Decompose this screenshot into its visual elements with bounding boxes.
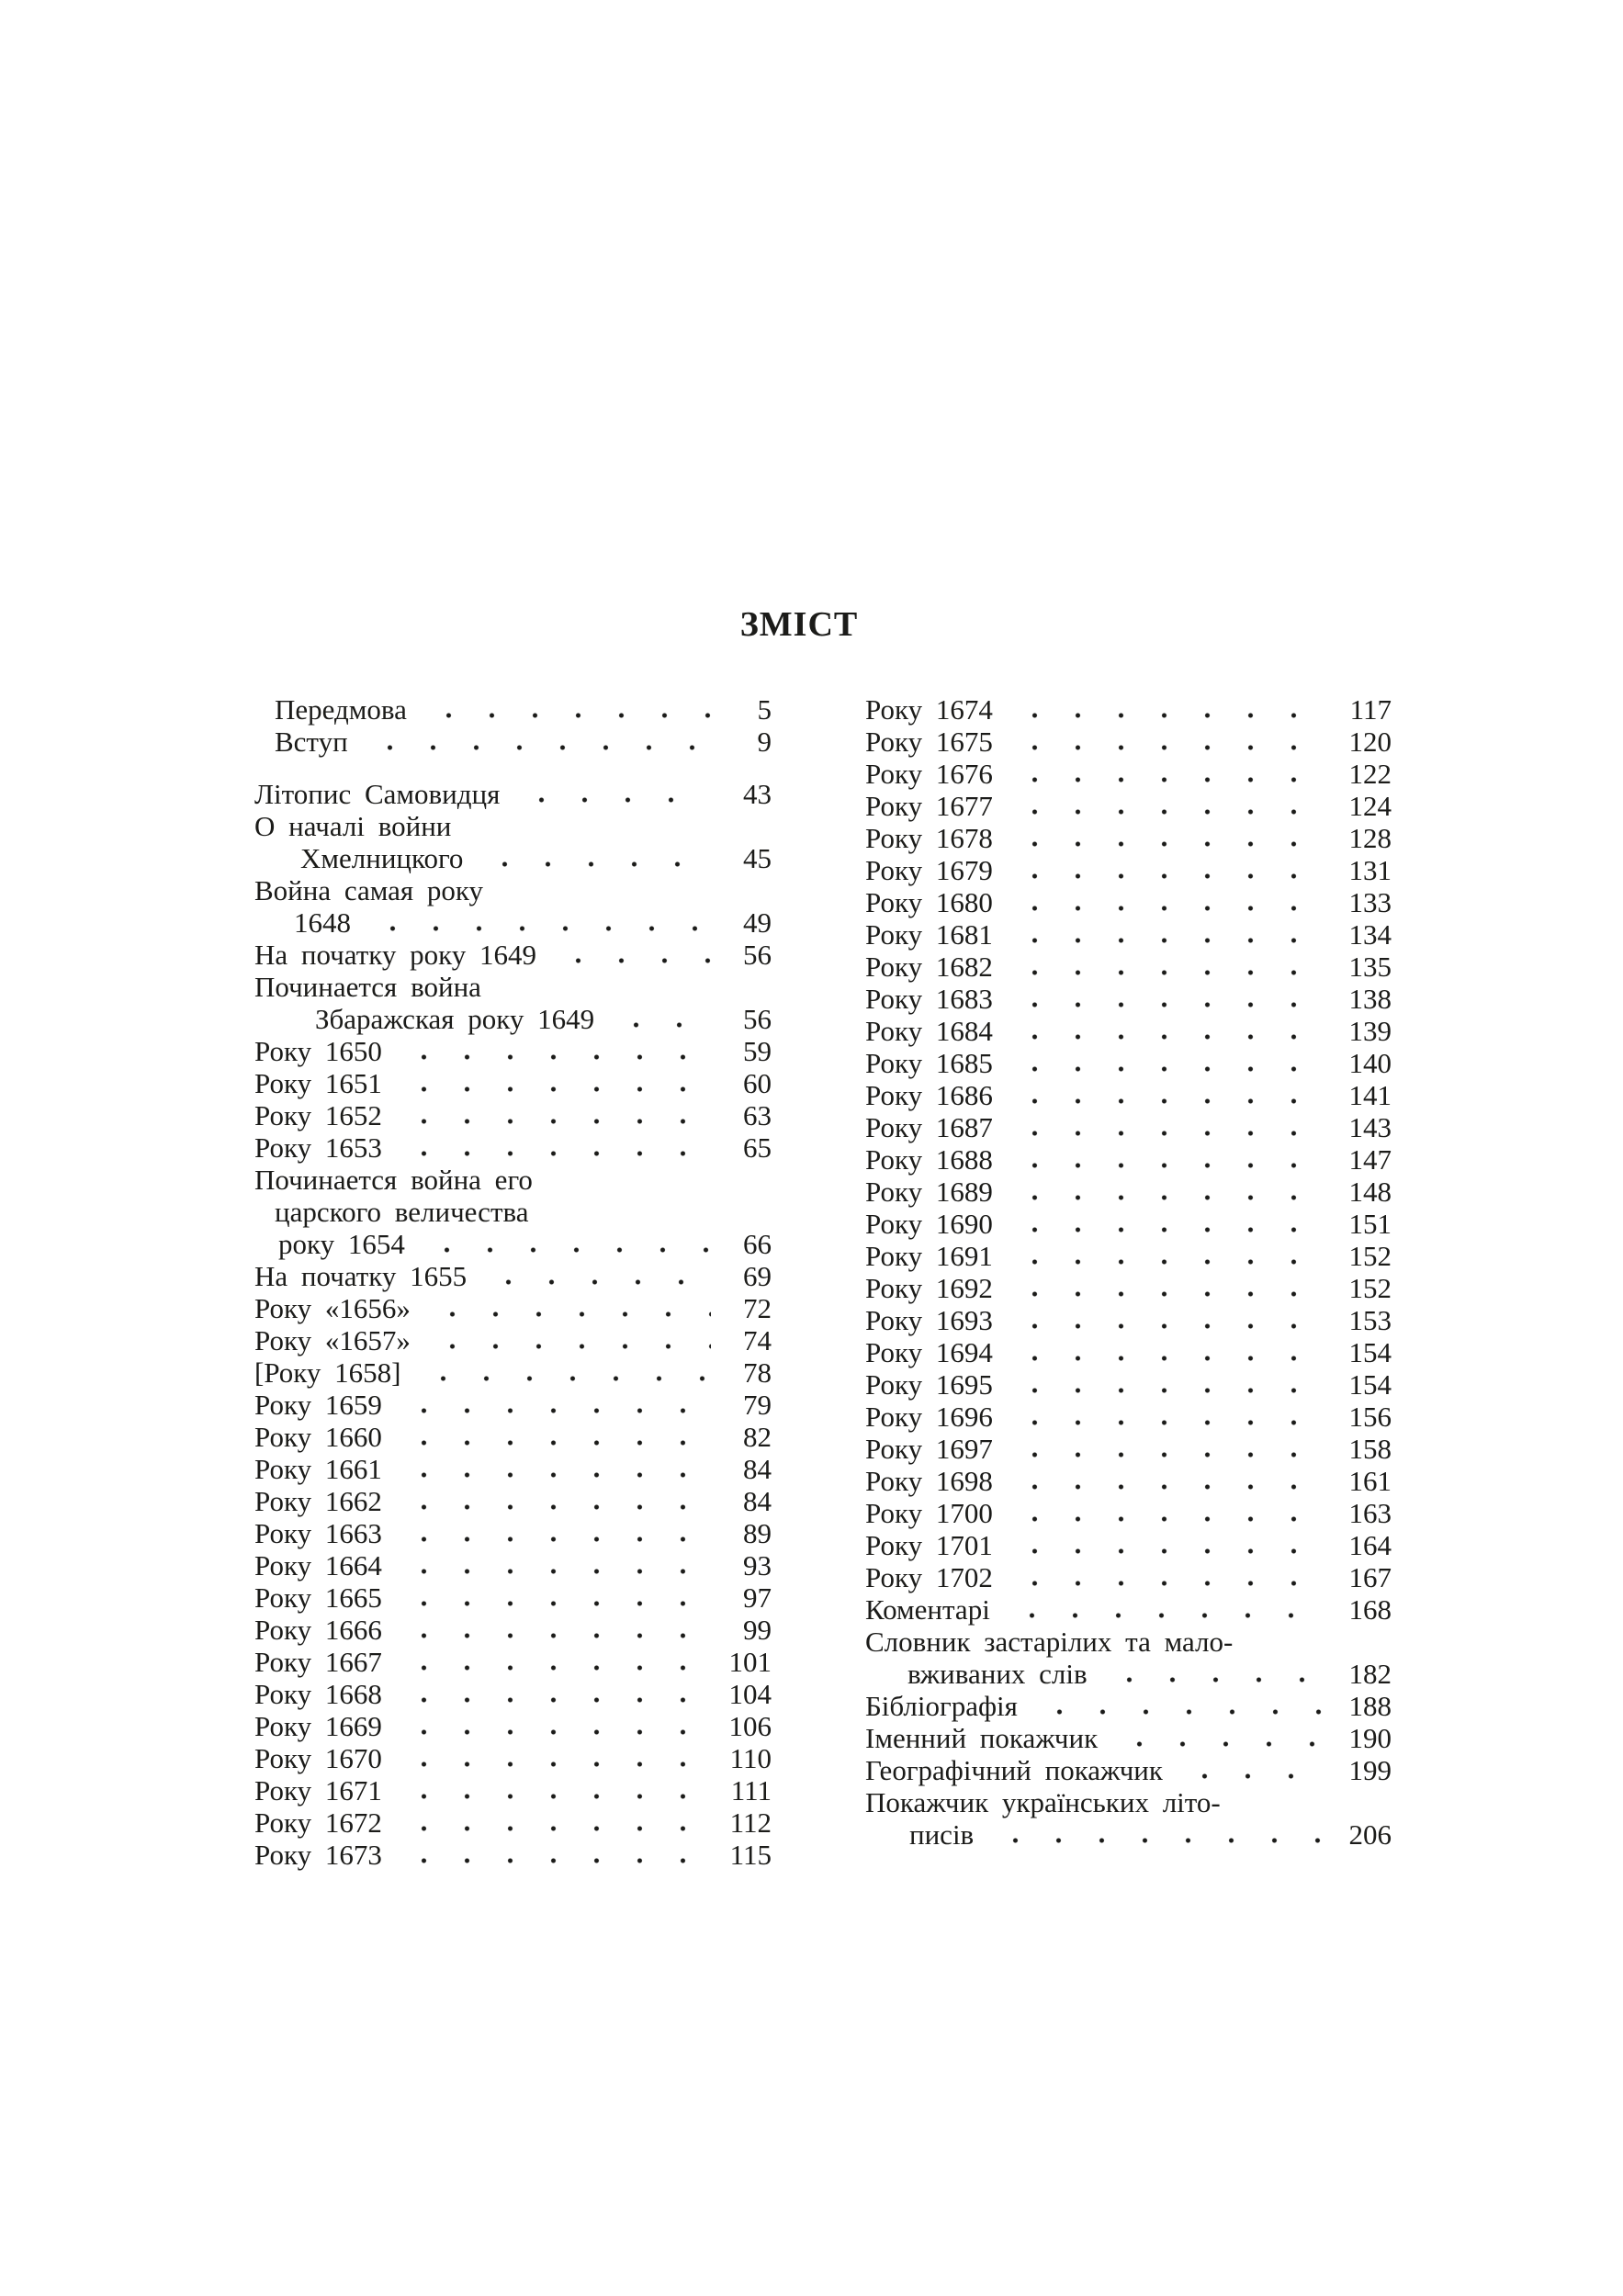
toc-entry [865,1818,1392,1851]
toc-entry [254,1421,772,1453]
entry-text: Року 1688 [865,1143,993,1176]
page-number: 84 [743,1485,772,1517]
toc-entry [865,1336,1392,1368]
toc-entry [865,1208,1392,1240]
dot-leader [988,1818,1331,1851]
entry-text: На початку року 1649 [254,939,537,971]
entry-text: Коментарі [865,1593,990,1626]
entry-text: року 1654 [278,1228,405,1260]
dot-leader [397,1517,711,1549]
toc-entry [254,1710,772,1742]
toc-entry [865,1529,1392,1561]
toc-entry [254,1131,772,1164]
toc-entry [254,1324,772,1356]
dot-leader [397,1806,711,1839]
entry-text: Року 1680 [865,886,993,918]
toc-entry [865,693,1392,726]
entry-text: Року 1659 [254,1389,382,1421]
entry-text: Починается война [254,971,481,1003]
toc-entry [865,1433,1392,1465]
entry-text: Року 1674 [865,693,993,726]
page-number: 133 [1348,886,1392,918]
entry-text: Року 1702 [865,1561,993,1593]
toc-entry [254,693,772,726]
toc-entry [254,906,772,939]
dot-leader [1008,1208,1331,1240]
toc-entry [865,1240,1392,1272]
toc-entry [865,790,1392,822]
page-number: 154 [1348,1336,1392,1368]
page-number: 148 [1348,1176,1392,1208]
entry-text: Року 1689 [865,1176,993,1208]
page-number: 5 [757,693,772,726]
entry-text: Року 1687 [865,1111,993,1143]
dot-leader [1112,1722,1331,1754]
page-number: 199 [1348,1754,1392,1786]
toc-entry [254,939,772,971]
page-number: 147 [1348,1143,1392,1176]
page-number: 117 [1349,693,1392,726]
dot-leader [478,842,711,874]
toc-entry [254,1581,772,1614]
dot-leader [1008,854,1331,886]
entry-text: Року 1700 [865,1497,993,1529]
dot-leader [481,1260,711,1292]
toc-entry [865,1304,1392,1336]
toc-entry [865,1143,1392,1176]
page-number: 153 [1348,1304,1392,1336]
toc-entry [865,1593,1392,1626]
dot-leader [1008,1143,1331,1176]
page-number: 112 [729,1806,772,1839]
dot-leader [397,1099,711,1131]
entry-text: Літопис Самовидця [254,778,501,810]
entry-text: Року 1686 [865,1079,993,1111]
page-number: 45 [743,842,772,874]
dot-leader [1008,918,1331,951]
dot-leader [514,778,711,810]
dot-leader [1008,1111,1331,1143]
dot-leader [397,1035,711,1067]
dot-leader [397,1453,711,1485]
dot-leader [1008,693,1331,726]
toc-entry [865,918,1392,951]
dot-leader [366,906,711,939]
toc-entry [254,1678,772,1710]
toc-entry [865,1272,1392,1304]
toc-entry [254,1646,772,1678]
entry-text: Року 1684 [865,1015,993,1047]
entry-text: Року 1663 [254,1517,382,1549]
entry-text: царского величества [275,1196,529,1228]
dot-leader [1008,822,1331,854]
toc-entry [865,1561,1392,1593]
page-number: 89 [743,1517,772,1549]
dot-leader [1008,726,1331,758]
dot-leader [1008,1015,1331,1047]
entry-text: [Року 1658] [254,1356,401,1389]
dot-leader [1008,1079,1331,1111]
toc-entry [254,810,772,842]
toc-entry [865,822,1392,854]
entry-text: Року 1651 [254,1067,382,1099]
dot-leader [1178,1754,1331,1786]
toc-entry [254,1839,772,1871]
entry-text: Року 1697 [865,1433,993,1465]
toc-entry [865,1754,1392,1786]
entry-text: Передмова [275,693,407,726]
page-number: 49 [743,906,772,939]
entry-text: О началі войни [254,810,452,842]
dot-leader [1102,1658,1331,1690]
toc-entry [254,842,772,874]
toc-entry [865,1626,1392,1658]
entry-text: Хмелницкого [300,842,464,874]
page-number: 56 [743,939,772,971]
dot-leader [1005,1593,1331,1626]
page-number: 120 [1348,726,1392,758]
dot-leader [363,726,711,758]
page-number: 99 [743,1614,772,1646]
page-number: 139 [1348,1015,1392,1047]
toc-entry [865,1465,1392,1497]
page-number: 78 [743,1356,772,1389]
toc-entry [254,1742,772,1774]
page-number: 143 [1348,1111,1392,1143]
entry-text: Року 1695 [865,1368,993,1401]
toc-entry [254,1067,772,1099]
entry-text: Збаражская року 1649 [315,1003,595,1035]
toc-entry [865,1786,1392,1818]
entry-text: Року 1693 [865,1304,993,1336]
entry-text: Року 1665 [254,1581,382,1614]
entry-text: Року 1691 [865,1240,993,1272]
dot-leader [1008,1047,1331,1079]
page-number: 158 [1348,1433,1392,1465]
toc-entry [254,778,772,810]
page-number: 56 [743,1003,772,1035]
dot-leader [397,1839,711,1871]
dot-leader [397,1131,711,1164]
toc-entry [865,854,1392,886]
entry-text: Року 1669 [254,1710,382,1742]
dot-leader [397,1710,711,1742]
dot-leader [397,1581,711,1614]
toc-entry [254,1485,772,1517]
entry-text: Покажчик українських літо- [865,1786,1221,1818]
entry-text: Война самая року [254,874,484,906]
entry-text: Року 1690 [865,1208,993,1240]
page-number: 97 [743,1581,772,1614]
page-number: 138 [1348,983,1392,1015]
entry-text: На початку 1655 [254,1260,468,1292]
entry-text: Року 1682 [865,951,993,983]
entry-text: Року 1673 [254,1839,382,1871]
dot-leader [551,939,711,971]
page-number: 161 [1348,1465,1392,1497]
page-number: 111 [730,1774,772,1806]
toc-entry [865,1722,1392,1754]
entry-text: Року 1678 [865,822,993,854]
page-number: 84 [743,1453,772,1485]
toc-entry [865,983,1392,1015]
dot-leader [1008,1336,1331,1368]
page-number: 182 [1348,1658,1392,1690]
dot-leader [1008,1561,1331,1593]
dot-leader [397,1774,711,1806]
toc-entry [865,758,1392,790]
page-number: 190 [1348,1722,1392,1754]
entry-text: Року 1694 [865,1336,993,1368]
dot-leader [1008,1272,1331,1304]
page-number: 43 [743,778,772,810]
toc-entry [865,1368,1392,1401]
toc-entry [254,1453,772,1485]
dot-leader [1008,1433,1331,1465]
dot-leader [1008,1368,1331,1401]
page-number: 72 [743,1292,772,1324]
entry-text: Вступ [275,726,348,758]
toc-entry [865,726,1392,758]
dot-leader [1008,1497,1331,1529]
page-number: 65 [743,1131,772,1164]
entry-text: Року 1664 [254,1549,382,1581]
dot-leader [397,1742,711,1774]
dot-leader [1008,758,1331,790]
page-number: 124 [1348,790,1392,822]
page-number: 79 [743,1389,772,1421]
toc-entry [254,1614,772,1646]
page-number: 134 [1348,918,1392,951]
page-number: 141 [1348,1079,1392,1111]
page-number: 140 [1348,1047,1392,1079]
dot-leader [1008,1176,1331,1208]
page-number: 188 [1348,1690,1392,1722]
toc-entry [254,1517,772,1549]
entry-text: Року 1681 [865,918,993,951]
entry-text: Року «1657» [254,1324,411,1356]
page-number: 128 [1348,822,1392,854]
dot-leader [1032,1690,1331,1722]
entry-text: Року 1653 [254,1131,382,1164]
page-number: 63 [743,1099,772,1131]
entry-text: Року 1652 [254,1099,382,1131]
dot-leader [397,1389,711,1421]
page-number: 156 [1348,1401,1392,1433]
entry-text: Року 1692 [865,1272,993,1304]
entry-text: вживаних слів [907,1658,1088,1690]
toc-entry [865,1658,1392,1690]
entry-text: Року 1698 [865,1465,993,1497]
page-number: 69 [743,1260,772,1292]
entry-text: Бібліографія [865,1690,1018,1722]
toc-entry [865,1176,1392,1208]
page-number: 151 [1348,1208,1392,1240]
dot-leader [420,1228,711,1260]
dot-leader [397,1485,711,1517]
dot-leader [1008,1240,1331,1272]
entry-text: Словник застарілих та мало- [865,1626,1234,1658]
toc-entry [254,1099,772,1131]
dot-leader [397,1678,711,1710]
dot-leader [1008,886,1331,918]
entry-text: Географічний покажчик [865,1754,1163,1786]
page-number: 101 [728,1646,772,1678]
dot-leader [1008,1465,1331,1497]
page-number: 66 [743,1228,772,1260]
toc-entry [254,971,772,1003]
toc-entry [254,1035,772,1067]
toc-entry [254,1196,772,1228]
page-number: 60 [743,1067,772,1099]
toc-column-left [254,693,772,1871]
dot-leader [1008,1401,1331,1433]
toc-entry [865,1079,1392,1111]
entry-text: Року 1672 [254,1806,382,1839]
toc-entry [254,1356,772,1389]
toc-entry [254,1292,772,1324]
entry-text: Року 1683 [865,983,993,1015]
entry-text: Року 1677 [865,790,993,822]
toc-entry [865,886,1392,918]
page-number: 82 [743,1421,772,1453]
page-number: 168 [1348,1593,1392,1626]
page-number: 131 [1348,854,1392,886]
entry-text: Року 1685 [865,1047,993,1079]
toc-entry [254,874,772,906]
entry-text: Року 1701 [865,1529,993,1561]
page-number: 152 [1348,1240,1392,1272]
entry-text: Року 1666 [254,1614,382,1646]
entry-text: Починается война его [254,1164,533,1196]
page-number: 163 [1348,1497,1392,1529]
toc-entry [865,1401,1392,1433]
dot-leader [1008,790,1331,822]
toc-entry [254,1389,772,1421]
dot-leader [425,1324,711,1356]
page-number: 135 [1348,951,1392,983]
entry-text: Року 1671 [254,1774,382,1806]
page-number: 74 [743,1324,772,1356]
entry-text: Року 1661 [254,1453,382,1485]
dot-leader [416,1356,712,1389]
toc-entry [865,951,1392,983]
entry-text: Року 1676 [865,758,993,790]
entry-text: Року 1660 [254,1421,382,1453]
page-number: 110 [729,1742,772,1774]
entry-text: Року 1650 [254,1035,382,1067]
page-number: 104 [728,1678,772,1710]
entry-text: Року 1696 [865,1401,993,1433]
page-number: 152 [1348,1272,1392,1304]
dot-leader [1008,983,1331,1015]
toc-entry [865,1690,1392,1722]
toc-entry [254,1260,772,1292]
page-number: 93 [743,1549,772,1581]
page-number: 154 [1348,1368,1392,1401]
toc-entry [254,1774,772,1806]
dot-leader [397,1614,711,1646]
entry-text: писів [909,1818,975,1851]
dot-leader [1008,1304,1331,1336]
entry-text: Року 1668 [254,1678,382,1710]
toc-entry [865,1047,1392,1079]
dot-leader [397,1646,711,1678]
dot-leader [422,693,711,726]
page-number: 106 [728,1710,772,1742]
page-number: 115 [729,1839,772,1871]
page-number: 9 [757,726,772,758]
toc-entry [254,1549,772,1581]
page-number: 164 [1348,1529,1392,1561]
entry-text: Року 1679 [865,854,993,886]
entry-text: Року 1675 [865,726,993,758]
entry-text: Року «1656» [254,1292,411,1324]
toc-entry [254,1003,772,1035]
page-number: 122 [1348,758,1392,790]
toc-column-right [865,693,1392,1851]
page-number: 167 [1348,1561,1392,1593]
toc-entry [254,726,772,758]
toc-entry [865,1497,1392,1529]
toc-entry [254,1806,772,1839]
dot-leader [397,1549,711,1581]
toc-entry [254,1164,772,1196]
entry-text: 1648 [294,906,351,939]
page-number: 206 [1348,1818,1392,1851]
entry-text: Року 1670 [254,1742,382,1774]
dot-leader [397,1421,711,1453]
entry-text: Року 1662 [254,1485,382,1517]
dot-leader [425,1292,711,1324]
dot-leader [1008,1529,1331,1561]
toc-entry [254,1228,772,1260]
dot-leader [1008,951,1331,983]
toc-entry [865,1111,1392,1143]
page-number: 59 [743,1035,772,1067]
dot-leader [397,1067,711,1099]
page-title: ЗМІСТ [739,605,859,644]
toc-entry [865,1015,1392,1047]
dot-leader [609,1003,711,1035]
entry-text: Іменний покажчик [865,1722,1099,1754]
entry-text: Року 1667 [254,1646,382,1678]
